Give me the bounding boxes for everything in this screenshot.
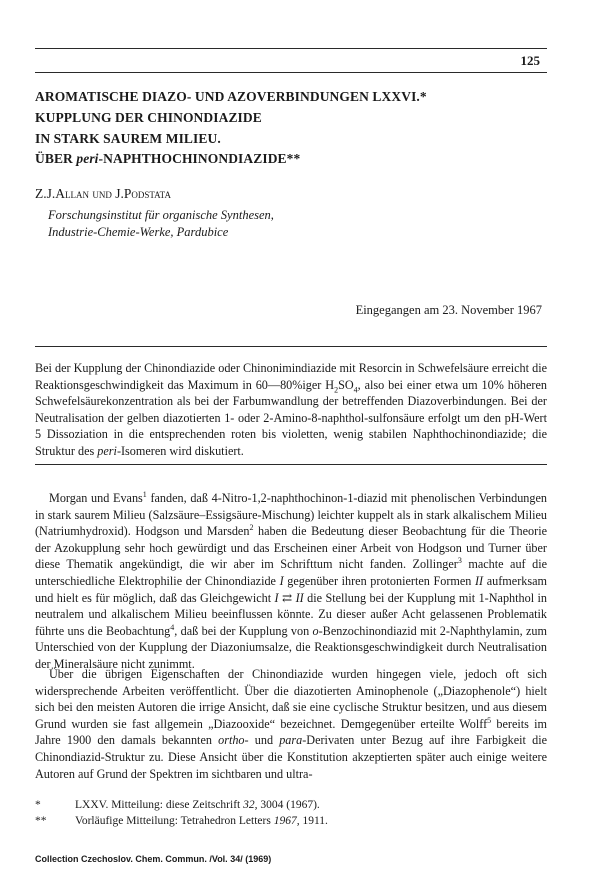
footnote-mark: *	[35, 799, 41, 811]
footnote-1	[35, 799, 320, 811]
title-line-4-italic: peri	[76, 151, 99, 166]
header-rule-bottom	[35, 72, 547, 73]
body-text: , daß bei der Kupplung von	[174, 623, 313, 638]
footnote-italic: 1967,	[273, 815, 300, 827]
body-paragraph-1	[35, 490, 547, 673]
abstract-rule-bottom	[35, 464, 547, 465]
footnote-mark: **	[35, 815, 47, 827]
abstract-text: Bei der Kupplung der Chinondiazide oder Chinonimindiazide mit Resorcin in Schwefelsäure erreicht die Reaktionsgeschwindigkeit das Maximum in 60—80%iger H	[35, 361, 547, 392]
prefix-italic: ortho	[218, 733, 245, 748]
abstract	[35, 360, 547, 460]
abstract-sub: 4	[353, 385, 358, 395]
body-text: - und	[244, 733, 280, 748]
reference-mark: 2	[249, 523, 254, 533]
body-text: haben die Bedeutung dieser Beobachtung für die Theorie der Azokupplung sehr hoch gewürdigt und das Erscheinen einer Arbeit von Hodgson und Turner über diese Thematik angekündigt, die wir aber im Schrifttum nicht fanden. Zollinger	[35, 524, 547, 572]
body-text: die Stellung bei der Kupplung mit 1-Naphthol in neutralem und alkalischem Milieu beeinflussen könnte. Zu dieser außer Acht gelassenen Problematik führte uns die Beobachtung	[35, 590, 547, 638]
title-line-4	[35, 151, 300, 167]
footnote-text: 1911.	[299, 815, 328, 827]
affiliation-line-2: Industrie-Chemie-Werke, Pardubice	[48, 225, 229, 239]
reference-mark: 1	[142, 489, 147, 499]
body-text: aufmerksam und hielt es für möglich, daß das Gleichgewicht	[35, 573, 547, 605]
prefix-italic: para	[279, 733, 303, 748]
reference-mark: 3	[457, 556, 462, 566]
received-date: Eingegangen am 23. November 1967	[355, 303, 542, 317]
body-text: bereits im Jahre 1900 den damals bekannten	[35, 716, 547, 748]
abstract-italic: peri	[97, 443, 117, 458]
journal-citation: Collection Czechoslov. Chem. Commun. /Vol. 34/ (1969)	[35, 854, 272, 864]
equilibrium-label: I ⇄ II	[274, 590, 304, 605]
compound-label: II	[475, 573, 484, 588]
reference-mark: 5	[487, 715, 492, 725]
body-text: Morgan und Evans	[49, 491, 143, 505]
title-line-4-prefix: ÜBER	[35, 151, 77, 166]
footnote-2	[35, 815, 328, 827]
body-text: -Derivaten unter Bezug auf ihre Farbigkeit die Chinondiazid-Struktur zu. Diese Ansicht über die Konstitution akzeptierten später auch einige weitere Autoren auf Grund der Spektren im sichtbaren und ultra-	[35, 733, 547, 781]
abstract-text: SO	[338, 377, 354, 392]
abstract-rule-top	[35, 346, 547, 347]
title-line-1: AROMATISCHE DIAZO- UND AZOVERBINDUNGEN LXXVI.*	[35, 89, 427, 104]
prefix-italic: o	[312, 623, 319, 638]
affiliation-line-1: Forschungsinstitut für organische Synthesen,	[48, 208, 274, 222]
body-text: machte auf die unterschiedliche Elektrophilie der Chinondiazide	[35, 557, 547, 588]
body-paragraph-2	[35, 666, 547, 782]
body-text: gegenüber ihren protonierten Formen	[283, 573, 475, 588]
footnote-italic: 32,	[243, 799, 258, 811]
body-text: -Benzochinondiazid mit 2-Naphthylamin, zum Unterschied von der Kupplung der Diazoniumsalze, die Reaktionsgeschwindigkeit durch Neutralisation der Mineralsäure nicht zunimmt.	[35, 623, 547, 671]
footnote-text: Vorläufige Mitteilung: Tetrahedron Letters	[75, 815, 274, 827]
authors: Z.J.Allan und J.Podstata	[35, 186, 171, 201]
footnote-text: 3004 (1967).	[257, 799, 320, 811]
footnote-text: LXXV. Mitteilung: diese Zeitschrift	[75, 799, 244, 811]
title-line-3: IN STARK SAUREM MILIEU.	[35, 131, 221, 146]
compound-label: I	[279, 573, 284, 588]
page-number: 125	[520, 53, 540, 68]
title-line-2: KUPPLUNG DER CHINONDIAZIDE	[35, 110, 262, 125]
body-text: fanden, daß 4-Nitro-1,2-naphthochinon-1-diazid mit phenolischen Verbindungen in stark saurem Milieu (Salzsäure–Essigsäure-Mischung) leichter kuppelt als in stark alkalischem Milieu (Natriumhydroxid). Hodgson und Marsden	[35, 491, 547, 539]
title-line-4-rest: -NAPHTHOCHINONDIAZIDE**	[98, 151, 301, 166]
abstract-text: -Isomeren wird diskutiert.	[116, 443, 244, 458]
body-text: Über die übrigen Eigenschaften der Chinondiazide wurden hingegen viele, jedoch oft sich widersprechende Arbeiten veröffentlicht. Über die diazotierten Aminophenole („Diazophenole“) hielt sich bei den meisten Autoren die irrige Ansicht, daß sie eine cyclische Struktur besitzen, und aus diesem Grund wurden sie fast allgemein „Diazooxide“ bezeichnet. Demgegenüber erteilte Wolff	[35, 667, 547, 731]
header-rule	[35, 48, 547, 49]
abstract-sub: 2	[334, 385, 339, 395]
abstract-text: , also bei einer etwa um 10% höheren Schwefelsäurekonzentration als bei der Farbumwandlung der betreffenden Diazoverbindungen. Bei der Neutralisation der gelben diazotierten 1- oder 2-Amino-8-naphthol-sulfonsäure erfolgt um den pH-Wert 5 Dissoziation in die entsprechenden roten bis violetten, wenig stabilen Naphthochinondiazide; die Struktur des	[35, 377, 547, 458]
reference-mark: 4	[170, 622, 175, 632]
